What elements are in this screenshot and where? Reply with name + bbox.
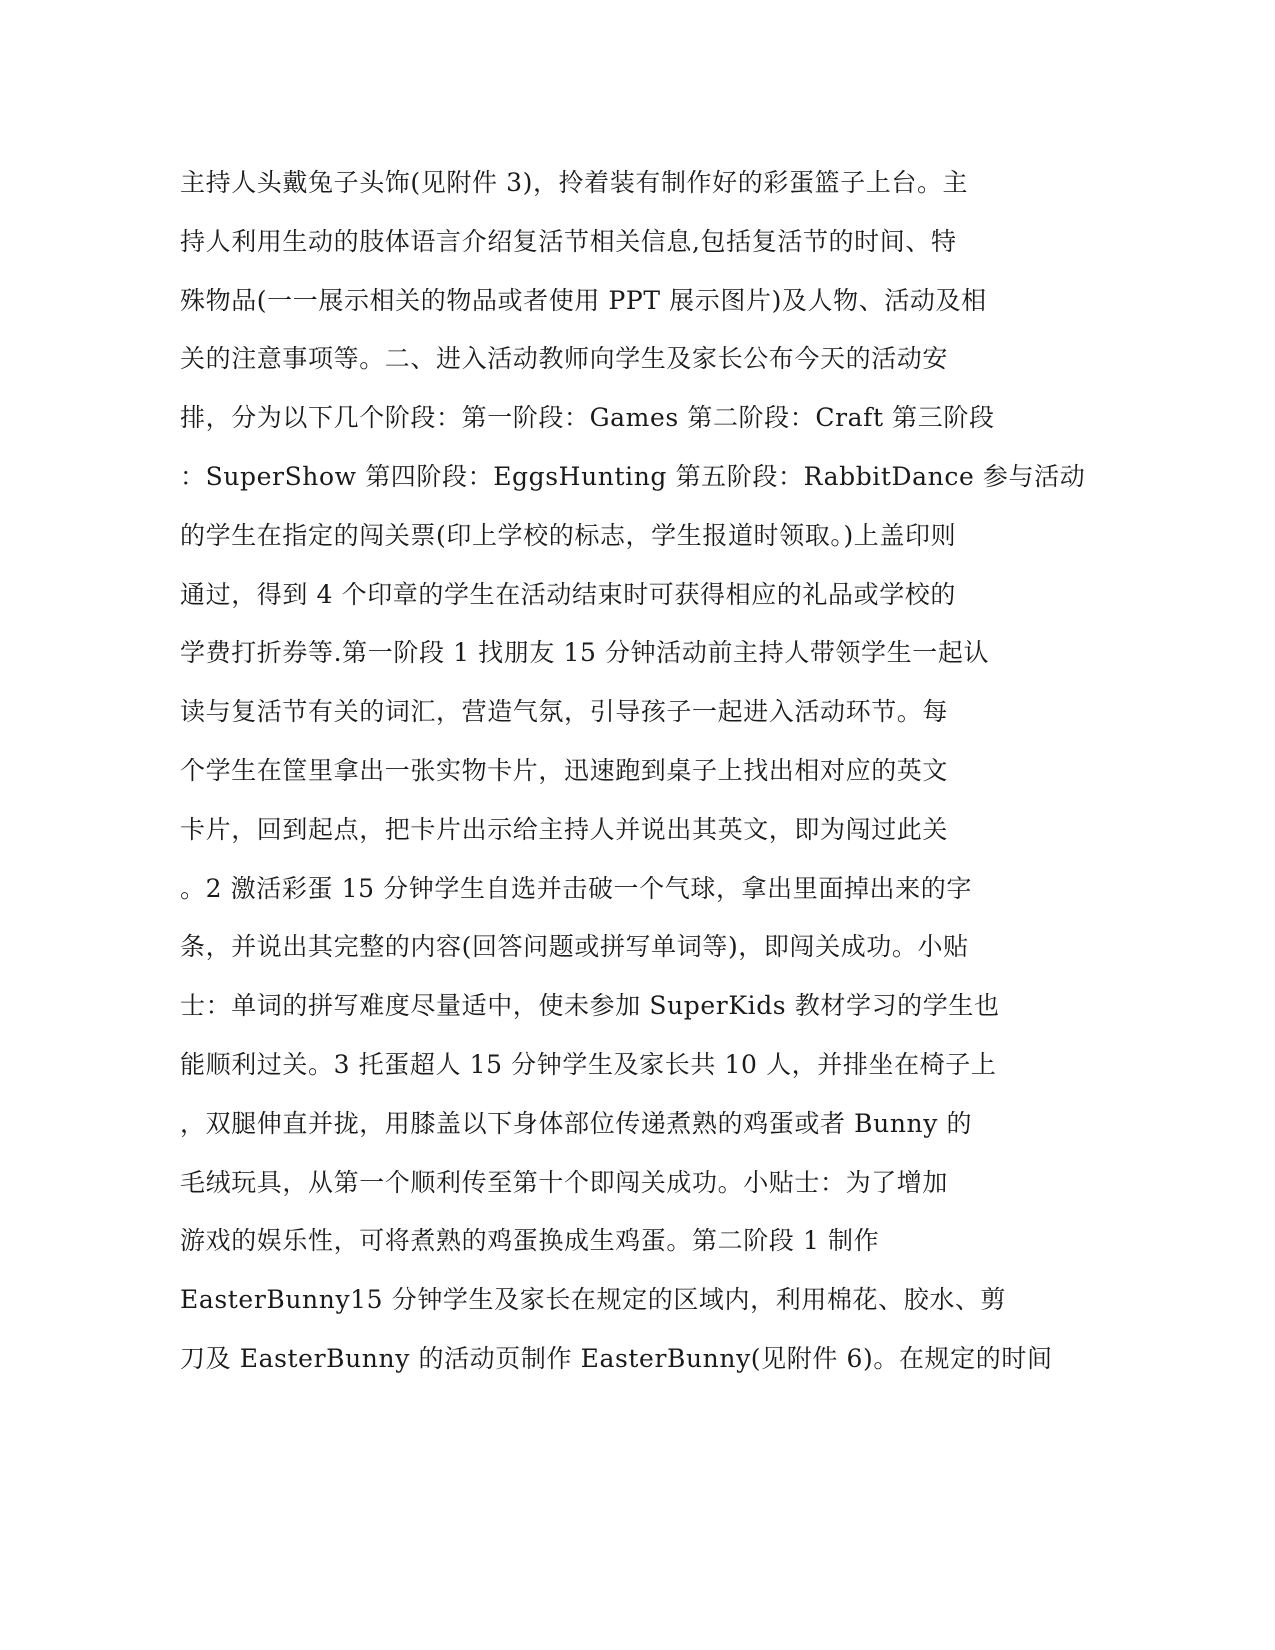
text-line: EasterBunny15 分钟学生及家长在规定的区域内，利用棉花、胶水、剪: [180, 1285, 1007, 1315]
text-line: 殊物品(一一展示相关的物品或者使用 PPT 展示图片)及人物、活动及相: [180, 285, 987, 315]
text-line: ，双腿伸直并拢，用膝盖以下身体部位传递煮熟的鸡蛋或者 Bunny 的: [180, 1108, 973, 1138]
text-line: 持人利用生动的肢体语言介绍复活节相关信息,包括复活节的时间、特: [180, 226, 957, 256]
text-line: 个学生在筐里拿出一张实物卡片，迅速跑到桌子上找出相对应的英文: [180, 755, 949, 785]
text-line: 士：单词的拼写难度尽量适中，使未参加 SuperKids 教材学习的学生也: [180, 991, 1000, 1021]
text-line: 能顺利过关。3 托蛋超人 15 分钟学生及家长共 10 人，并排坐在椅子上: [180, 1049, 997, 1079]
text-line: 关的注意事项等。二、进入活动教师向学生及家长公布今天的活动安: [180, 344, 949, 374]
text-line: 读与复活节有关的词汇，营造气氛，引导孩子一起进入活动环节。每: [180, 697, 949, 727]
text-line: 卡片，回到起点，把卡片出示给主持人并说出其英文，即为闯过此关: [180, 814, 949, 844]
text-line: 条，并说出其完整的内容(回答问题或拼写单词等)，即闯关成功。小贴: [180, 932, 969, 962]
text-line: 主持人头戴兔子头饰(见附件 3)，拎着装有制作好的彩蛋篮子上台。主: [180, 168, 969, 197]
text-line: 的学生在指定的闯关票(印上学校的标志，学生报道时领取。)上盖印则: [180, 520, 957, 550]
text-line: 刀及 EasterBunny 的活动页制作 EasterBunny(见附件 6)。在规定的时间: [180, 1343, 1053, 1373]
text-line: 学费打折券等.第一阶段 1 找朋友 15 分钟活动前主持人带领学生一起认: [180, 638, 990, 668]
text-line: 游戏的娱乐性，可将煮熟的鸡蛋换成生鸡蛋。第二阶段 1 制作: [180, 1226, 880, 1256]
text-line: 通过，得到 4 个印章的学生在活动结束时可获得相应的礼品或学校的: [180, 579, 957, 609]
body-text: [180, 154, 1086, 1389]
text-line: 。2 激活彩蛋 15 分钟学生自选并击破一个气球，拿出里面掉出来的字: [180, 873, 972, 903]
text-line: 排，分为以下几个阶段：第一阶段：Games 第二阶段：Craft 第三阶段: [180, 403, 995, 433]
text-line: 毛绒玩具，从第一个顺利传至第十个即闯关成功。小贴士：为了增加: [180, 1167, 949, 1197]
text-line: ：SuperShow 第四阶段：EggsHunting 第五阶段：RabbitDance 参与活动: [180, 461, 1086, 491]
